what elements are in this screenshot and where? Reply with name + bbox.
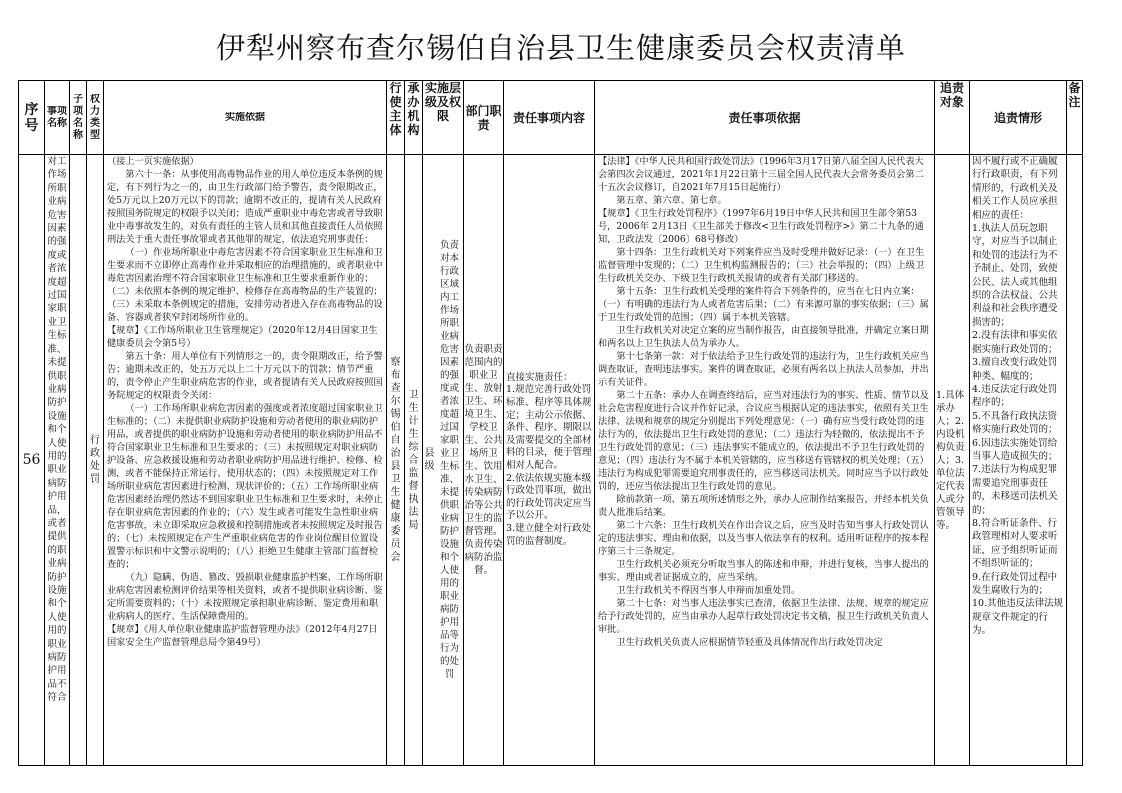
basis-paragraph: 第五十条：用人单位有下列情形之一的，责令限期改正，给予警告；逾期未改正的，处五万元以上二十万元以下的罚款；情节严重的，责令停止产生职业病危害的作业，或者提请有关人民政府按照国务院规定的权限责令关闭： — [107, 351, 383, 401]
cell-circumstances — [970, 155, 1067, 766]
level-text: 县级 — [424, 448, 435, 472]
header-resp-basis: 责任事项依据 — [595, 81, 935, 155]
header-power-type: 权力类型 — [87, 81, 104, 155]
header-circumstances: 追责情形 — [970, 81, 1067, 155]
resp-basis-paragraph: 第十四条：卫生行政机关对下列案件应当及时受理并做好记录：（一）在卫生监督管理中发现的；（二）卫生机构监测报告的；（三）社会举报的；（四）上级卫生行政机关交办、下级卫生行政机关报请的或者有关部门移送的。 — [598, 247, 925, 284]
header-handler: 承办机构 — [405, 81, 423, 155]
header-accountable: 追责对象 — [935, 81, 970, 155]
cell-subject — [387, 155, 405, 766]
resp-basis-paragraph: 第五章、第六章、第七章。 — [616, 195, 727, 206]
basis-paragraph: 【规章】《工作场所职业卫生管理规定》（2020年12月4日国家卫生健康委员会令第5号） — [107, 325, 378, 349]
power-type-text: 行政处罚 — [90, 435, 100, 485]
resp-content-item: 直接实施责任： — [506, 371, 573, 383]
basis-paragraph: （一）作业场所职业中毒危害因素不符合国家职业卫生标准和卫生要求而不立即停止高毒作业并采取相应的治理措施的，或者职业中毒危害因素治理不符合国家职业卫生标准和卫生要求重新作业的；（二）未依照本条例的规定维护、检修存在高毒物品的生产装置的；（三）未采取本条例规定的措施，安排劳动者进入存在高毒物品的设备、容器或者狭窄封闭场所作业的。 — [107, 247, 383, 323]
dept-duty-text: 负责职责范围内的职业卫生、放射卫生、环境卫生、学校卫生、公共场所卫生、饮用水卫生、传染病防治等公共卫生的监督管理。负责传染病防治监督。 — [464, 344, 503, 576]
resp-content-item: 3.建立健全对行政处罚的监督制度。 — [506, 522, 592, 547]
circumstance-item: 9.在行政处罚过程中发生腐败行为的； — [972, 571, 1058, 596]
resp-basis-paragraph: 除前款第一项、第五项所述情形之外，承办人应制作结案报告，并经本机关负责人批准后结案。 — [598, 494, 929, 518]
cell-level-duty — [423, 155, 464, 766]
basis-paragraph: 第六十一条：从事使用高毒物品作业的用人单位违反本条例的规定，有下列行为之一的，由卫生行政部门给予警告，责令限期改正，处5万元以上20万元以下的罚款；逾期不改正的，提请有关人民政府按照国务院规定的权限予以关闭；造成严重职业中毒危害或者导致职业中毒事故发生的，对负有责任的主管人员和其他直接责任人员依照刑法关于重大责任事故罪或者其他罪的规定，依法追究刑事责任： — [107, 169, 383, 245]
header-sub-name: 子项名称 — [70, 81, 87, 155]
circumstance-item: 1.执法人员玩忽职守，对应当予以制止和处罚的违法行为不予制止、处罚，致使公民、法人或其他组织的合法权益、公共利益和社会秩序遭受损害的； — [972, 223, 1058, 328]
cell-resp-content — [504, 155, 595, 766]
circumstance-item: 因不履行或不正确履行行政职责，有下列情形的，行政机关及相关工作人员应承担相应的责任： — [972, 156, 1058, 221]
circumstance-item: 4.违反法定行政处罚程序的； — [972, 383, 1058, 409]
resp-basis-paragraph: 卫生行政机关负责人应根据情节轻重及具体情况作出行政处罚决定 — [616, 637, 883, 648]
cell-power-type — [87, 155, 104, 766]
resp-basis-paragraph: 第十七条第一款：对于依法给予卫生行政处罚的违法行为，卫生行政机关应当调查取证，查明违法事实。案件的调查取证，必须有两名以上执法人员参加，并出示有关证件。 — [598, 351, 929, 388]
circumstance-item: 5.不具备行政执法资格实施行政处罚的； — [972, 410, 1058, 436]
basis-paragraph: （一）工作场所职业病危害因素的强度或者浓度超过国家职业卫生标准的；（二）未提供职业病防护设施和劳动者使用的职业病防护用品，或者提供的职业病防护设施和劳动者使用的职业病防护用品不符合国家职业卫生标准和卫生要求的；（三）未按照规定对职业病防护设备、应急救援设施和劳动者职业病防护用品进行维护、检修、检测，或者不能保持正常运行、使用状态的；（四）未按照规定对工作场所职业病危害因素进行检测、现状评价的；（五）工作场所职业病危害因素经治理仍然达不到国家职业卫生标准和卫生要求时，未停止存在职业病危害因素的作业的；（六）发生或者可能发生急性职业病危害事故，未立即采取应急救援和控制措施或者未按照规定及时报告的；（七）未按照规定在产生严重职业病危害的作业岗位醒目位置设置警示标识和中文警示说明的；（八）拒绝卫生健康主管部门监督检查的； — [107, 403, 383, 570]
resp-basis-paragraph: 【法律】《中华人民共和国行政处罚法》（1996年3月17日第八届全国人民代表大会第四次会议通过，2021年1月22日第十三届全国人民代表大会常务委员会第二十五次会议修订，自2021年7月15日起施行） — [598, 156, 924, 193]
circumstance-item: 8.符合听证条件、行政管理相对人要求听证，应予组织听证而不组织听证的； — [972, 517, 1058, 570]
handler-text: 卫生计生综合监督执法局 — [408, 389, 419, 531]
resp-content-item: 2.依法依规实施本级行政处罚事项，做出的行政处罚决定应当予以公开。 — [506, 472, 592, 522]
subject-text: 察布查尔锡伯自治县卫生健康委员会 — [390, 357, 401, 563]
resp-basis-paragraph: 卫生行政机关不得因当事人申辩而加重处罚。 — [616, 585, 801, 596]
circumstance-item: 7.违法行为构成犯罪需要追究刑事责任的，未移送司法机关的； — [972, 464, 1058, 516]
circumstance-item: 10.其他违反法律法规规章文件规定的行为。 — [972, 598, 1064, 637]
page-title: 伊犁州察布查尔锡伯自治县卫生健康委员会权责清单 — [215, 31, 906, 65]
resp-basis-paragraph: 卫生行政机关必须充分听取当事人的陈述和申辩，并进行复核，当事人提出的事实、理由或者证据成立的，应当采纳。 — [598, 559, 929, 583]
basis-paragraph: 【规章】《用人单位职业健康监护监督管理办法》（2012年4月27日国家安全生产监督管理总局令第49号） — [107, 624, 378, 648]
cell-remark — [1067, 155, 1083, 766]
cell-item-name: 对工作场所职业病危害因素的强度或者浓度超过国家职业卫生标准、未提供职业病防护设施和个人使用的职业病防护用品，或者提供的职业病防护设施和个人使用的职业病防护用品不符合 — [45, 155, 70, 766]
cell-dept-duty — [464, 155, 504, 766]
resp-basis-paragraph: 第二十六条：卫生行政机关在作出合议之后，应当及时告知当事人行政处罚认定的违法事实、理由和依据，以及当事人依法享有的权利。适用听证程序的按本程序第三十三条规定。 — [598, 520, 929, 557]
header-item-name: 事项名称 — [45, 81, 70, 155]
basis-paragraph: （接上一页实施依据） — [107, 156, 199, 167]
cell-handler — [405, 155, 423, 766]
header-row — [19, 81, 1083, 155]
accountable-text: 1.具体承办人；2.内设机构负责人；3.单位法定代表人或分管领导等。 — [936, 389, 965, 531]
responsibility-table — [18, 80, 1083, 766]
header-subject: 行使主体 — [387, 81, 405, 155]
resp-basis-paragraph: 第二十五条：承办人在调查终结后，应当对违法行为的事实、性质、情节以及社会危害程度进行合议并作好记录，合议应当根据认定的违法事实，依照有关卫生法律、法规和规章的规定分别提出下列处理意见：（一）确有应当受行政处罚的违法行为的，依法提出卫生行政处罚的意见；（二）违法行为轻微的，依法提出不予卫生行政处罚的意见；（三）违法事实不能成立的，依法提出不予卫生行政处罚的意见；（四）违法行为不属于本机关管辖的，应当移送有管辖权的机关处理；（五）违法行为构成犯罪需要追究刑事责任的，应当移送司法机关。同时应当予以行政处罚的，还应当依法提出卫生行政处罚的意见。 — [598, 390, 929, 492]
header-basis: 实施依据 — [104, 81, 387, 155]
header-level: 实施层级及权限 — [423, 81, 464, 155]
resp-basis-paragraph: 【规章】《卫生行政处罚程序》（1997年6月19日中华人民共和国卫生部令第53号，2006年 2月13日《卫生部关于修改<卫生行政处罚程序>》第二十九条的通知，卫政法发〔2006〕68号修改） — [598, 208, 924, 245]
cell-resp-basis — [595, 155, 935, 766]
cell-basis — [104, 155, 387, 766]
header-seq: 序号 — [19, 81, 45, 155]
table-row — [19, 155, 1083, 766]
circumstance-item: 2.没有法律和事实依据实施行政处罚的； — [972, 330, 1058, 355]
cell-sub-name — [70, 155, 87, 766]
circumstance-item: 3.擅自改变行政处罚种类、幅度的； — [972, 357, 1058, 382]
circumstance-item: 6.因违法实施处罚给当事人造成损失的； — [972, 437, 1058, 462]
header-duty: 部门职责 — [464, 81, 504, 155]
resp-basis-paragraph: 第二十七条：对当事人违法事实已查清，依据卫生法律、法规、规章的规定应给予行政处罚的，应当由承办人起草行政处罚决定书文稿，报卫生行政机关负责人审批。 — [598, 598, 929, 635]
header-remark: 备注 — [1067, 81, 1083, 155]
cell-accountable — [935, 155, 970, 766]
resp-basis-paragraph: 第十五条：卫生行政机关受理的案件符合下列条件的，应当在七日内立案：（一）有明确的违法行为人或者危害后果；（二）有来源可靠的事实依据；（三）属于卫生行政处罚的范围；（四）属于本机关管辖。 — [598, 286, 929, 323]
header-resp-content: 责任事项内容 — [504, 81, 595, 155]
resp-basis-paragraph: 卫生行政机关对决定立案的应当制作报告，由直接领导批准，并确定立案日期和两名以上卫生执法人员为承办人。 — [598, 325, 929, 349]
basis-paragraph: （九）隐瞒、伪造、篡改、毁损职业健康监护档案、工作场所职业病危害因素检测评价结果等相关资料，或者不提供职业病诊断、鉴定所需要资料的；（十）未按照规定承担职业病诊断、鉴定费用和职业病病人的医疗、生活保障费用的。 — [107, 572, 383, 622]
level-duty-text: 负责对本行政区域内工作场所职业病危害因素的强度或者浓度超过国家职业卫生标准、未提供职业病防护设施和个人使用的职业病防护用品等行为的处罚 — [439, 240, 459, 680]
resp-content-item: 1.规范完善行政处罚标准、程序等具体规定；主动公示依据、条件、程序、期限以及需要提交的全部材料的目录，便于管理相对人配合。 — [506, 384, 592, 471]
cell-seq: 56 — [19, 155, 45, 766]
